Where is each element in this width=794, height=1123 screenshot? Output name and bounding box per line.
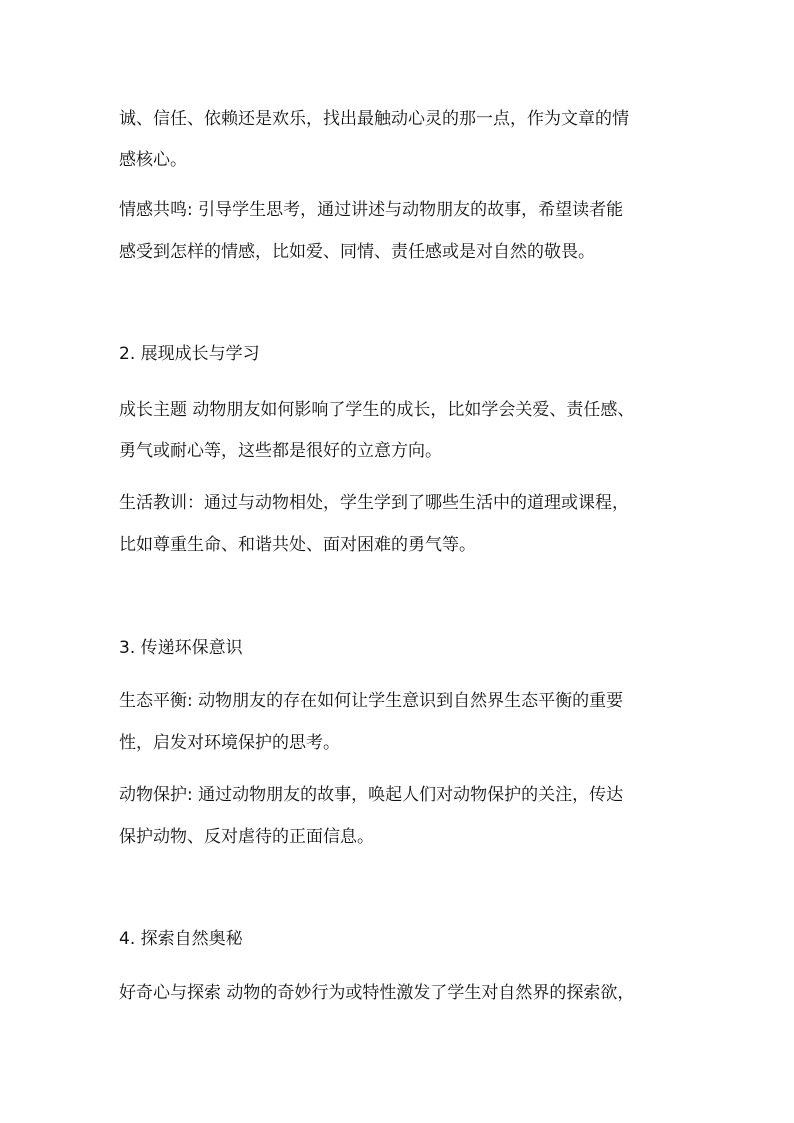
paragraph-line: 成长主题 动物朋友如何影响了学生的成长，比如学会关爱、责任感、 bbox=[119, 400, 635, 420]
paragraph-line: 动物保护: 通过动物朋友的故事，唤起人们对动物保护的关注，传达 bbox=[119, 785, 624, 805]
paragraph-line: 生态平衡: 动物朋友的存在如何让学生意识到自然界生态平衡的重要 bbox=[119, 691, 624, 711]
section-heading: 3. 传递环保意识 bbox=[119, 638, 243, 658]
paragraph-line: 生活教训：通过与动物相处，学生学到了哪些生活中的道理或课程， bbox=[119, 493, 629, 513]
paragraph-line: 情感共鸣: 引导学生思考，通过讲述与动物朋友的故事，希望读者能 bbox=[119, 200, 624, 220]
paragraph-line: 好奇心与探索 动物的奇妙行为或特性激发了学生对自然界的探索欲， bbox=[119, 983, 635, 1003]
paragraph-line: 性，启发对环境保护的思考。 bbox=[119, 733, 340, 753]
paragraph-line: 感核心。 bbox=[119, 150, 187, 170]
paragraph-line: 比如尊重生命、和谐共处、面对困难的勇气等。 bbox=[119, 535, 476, 555]
paragraph-line: 勇气或耐心等，这些都是很好的立意方向。 bbox=[119, 441, 442, 461]
paragraph-line: 诚、信任、依赖还是欢乐，找出最触动心灵的那一点，作为文章的情 bbox=[119, 109, 629, 129]
paragraph-line: 感受到怎样的情感，比如爱、同情、责任感或是对自然的敬畏。 bbox=[119, 242, 595, 262]
paragraph-line: 保护动物、反对虐待的正面信息。 bbox=[119, 827, 374, 847]
section-heading: 2. 展现成长与学习 bbox=[119, 344, 260, 364]
section-heading: 4. 探索自然奥秘 bbox=[119, 929, 243, 949]
